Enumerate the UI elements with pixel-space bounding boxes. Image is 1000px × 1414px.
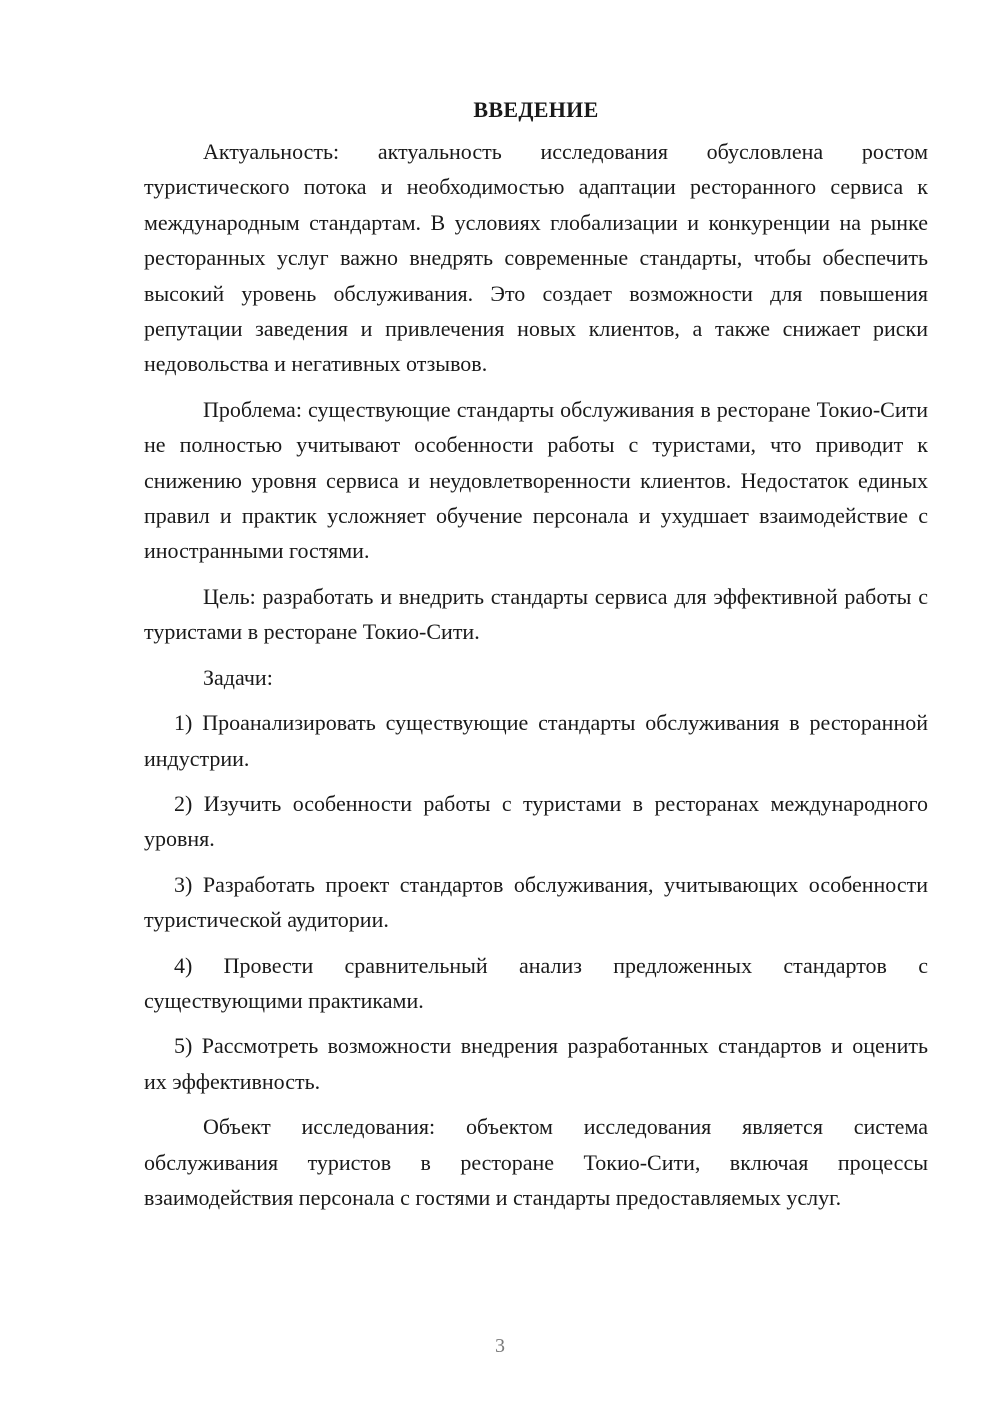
task-item: 4) Провести сравнительный анализ предложенных стандартов с существующими практиками. [144, 952, 928, 1013]
paragraph-object: Объект исследования: объектом исследования является система обслуживания туристов в ресторане Токио-Сити, включая процессы взаимодействия персонала с гостями и стандарты предоставляемых услуг. [144, 1114, 928, 1210]
paragraph-relevance: Актуальность: актуальность исследования обусловлена ростом туристического потока и необходимостью адаптации ресторанного сервиса к международным стандартам. В условиях глобализации и конкуренции на рынке ресторанных услуг важно внедрять современные стандарты, чтобы обеспечить высокий уровень обслуживания. Это создает возможности для повышения репутации заведения и привлечения новых клиентов, а также снижает риски недовольства и негативных отзывов. [144, 139, 928, 377]
paragraph-problem: Проблема: существующие стандарты обслуживания в ресторане Токио-Сити не полностью учитывают особенности работы с туристами, что приводит к снижению уровня сервиса и неудовлетворенности клиентов. Недостаток единых правил и практик усложняет обучение персонала и ухудшает взаимодействие с иностранными гостями. [144, 396, 928, 564]
page-number: 3 [495, 1335, 505, 1357]
task-item: 5) Рассмотреть возможности внедрения разработанных стандартов и оценить их эффективность. [144, 1033, 928, 1094]
section-title: ВВЕДЕНИЕ [473, 97, 599, 122]
task-item: 1) Проанализировать существующие стандарты обслуживания в ресторанной индустрии. [144, 710, 928, 771]
task-item: 2) Изучить особенности работы с туристами в ресторанах международного уровня. [144, 790, 928, 852]
paragraph-goal: Цель: разработать и внедрить стандарты сервиса для эффективной работы с туристами в ресторане Токио-Сити. [144, 583, 928, 645]
task-item: 3) Разработать проект стандартов обслуживания, учитывающих особенности туристической аудитории. [144, 871, 928, 933]
tasks-list [144, 705, 928, 1099]
document-page [144, 92, 928, 1215]
tasks-heading: Задачи: [203, 664, 273, 690]
